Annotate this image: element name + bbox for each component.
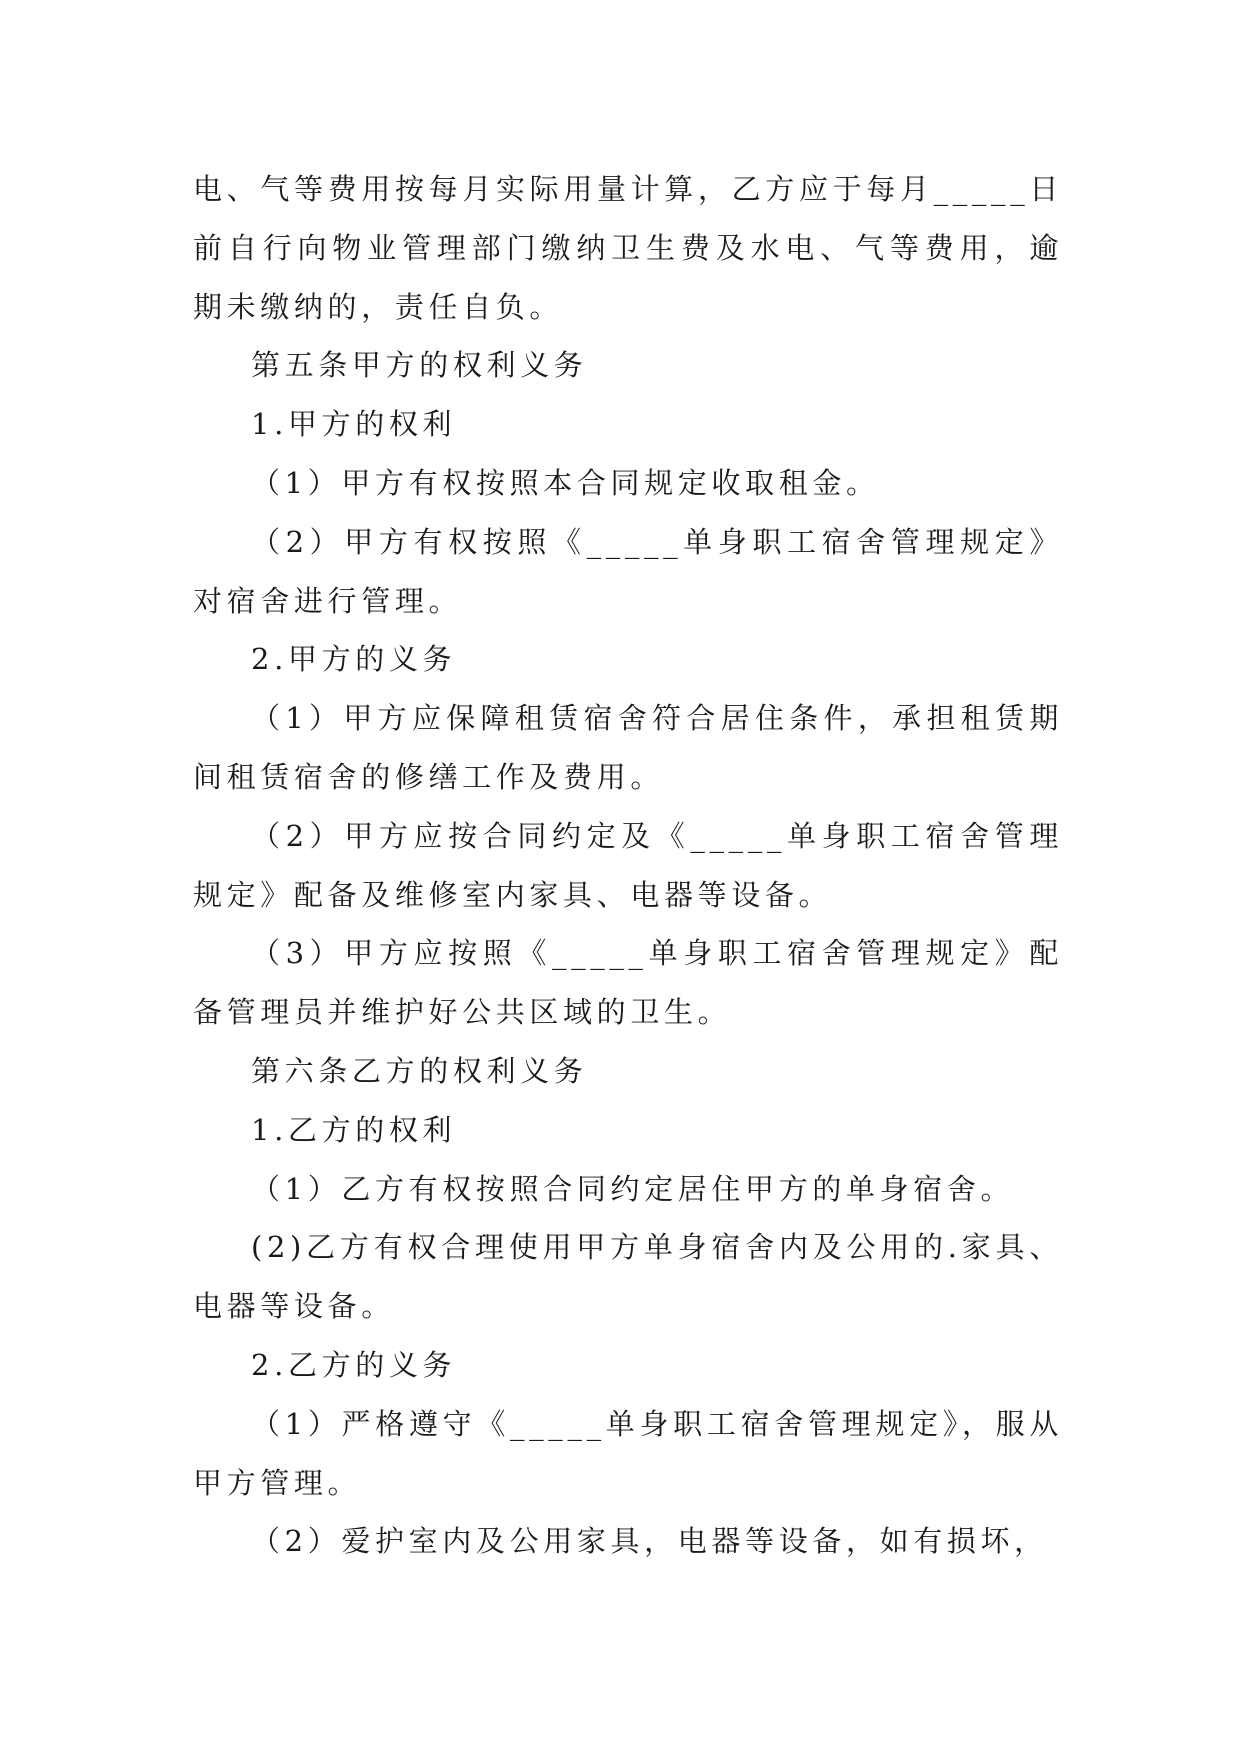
clause-party-a-right-2: （2）甲方有权按照《_____单身职工宿舍管理规定》对宿舍进行管理。: [193, 524, 1063, 618]
document-body: [193, 160, 1063, 1571]
clause-party-b-right-2: (2)乙方有权合理使用甲方单身宿舍内及公用的.家具、电器等设备。: [193, 1230, 1063, 1324]
clause-party-a-obligation-3: （3）甲方应按照《_____单身职工宿舍管理规定》配备管理员并维护好公共区域的卫生。: [193, 936, 1063, 1030]
clause-party-b-right-1: （1）乙方有权按照合同约定居住甲方的单身宿舍。: [251, 1171, 1015, 1206]
heading-article-6: 第六条乙方的权利义务: [251, 1053, 588, 1088]
clause-party-b-obligation-1: （1）严格遵守《_____单身职工宿舍管理规定》，服从甲方管理。: [193, 1406, 1063, 1500]
subheading-party-a-obligations: 2.甲方的义务: [251, 642, 457, 677]
clause-party-b-obligation-2: （2）爱护室内及公用家具，电器等设备，如有损坏，: [251, 1524, 1048, 1559]
clause-party-a-right-1: （1）甲方有权按照本合同规定收取租金。: [251, 465, 880, 500]
paragraph-fees-continued: 电、气等费用按每月实际用量计算，乙方应于每月_____日前自行向物业管理部门缴纳卫生费及水电、气等费用，逾期未缴纳的，责任自负。: [193, 172, 1063, 324]
heading-article-5: 第五条甲方的权利义务: [251, 348, 588, 383]
clause-party-a-obligation-2: （2）甲方应按合同约定及《_____单身职工宿舍管理规定》配备及维修室内家具、电器等设备。: [193, 818, 1063, 912]
clause-party-a-obligation-1: （1）甲方应保障租赁宿舍符合居住条件，承担租赁期间租赁宿舍的修缮工作及费用。: [193, 701, 1063, 794]
subheading-party-a-rights: 1.甲方的权利: [251, 407, 457, 442]
subheading-party-b-obligations: 2.乙方的义务: [251, 1347, 457, 1382]
subheading-party-b-rights: 1.乙方的权利: [251, 1112, 457, 1147]
